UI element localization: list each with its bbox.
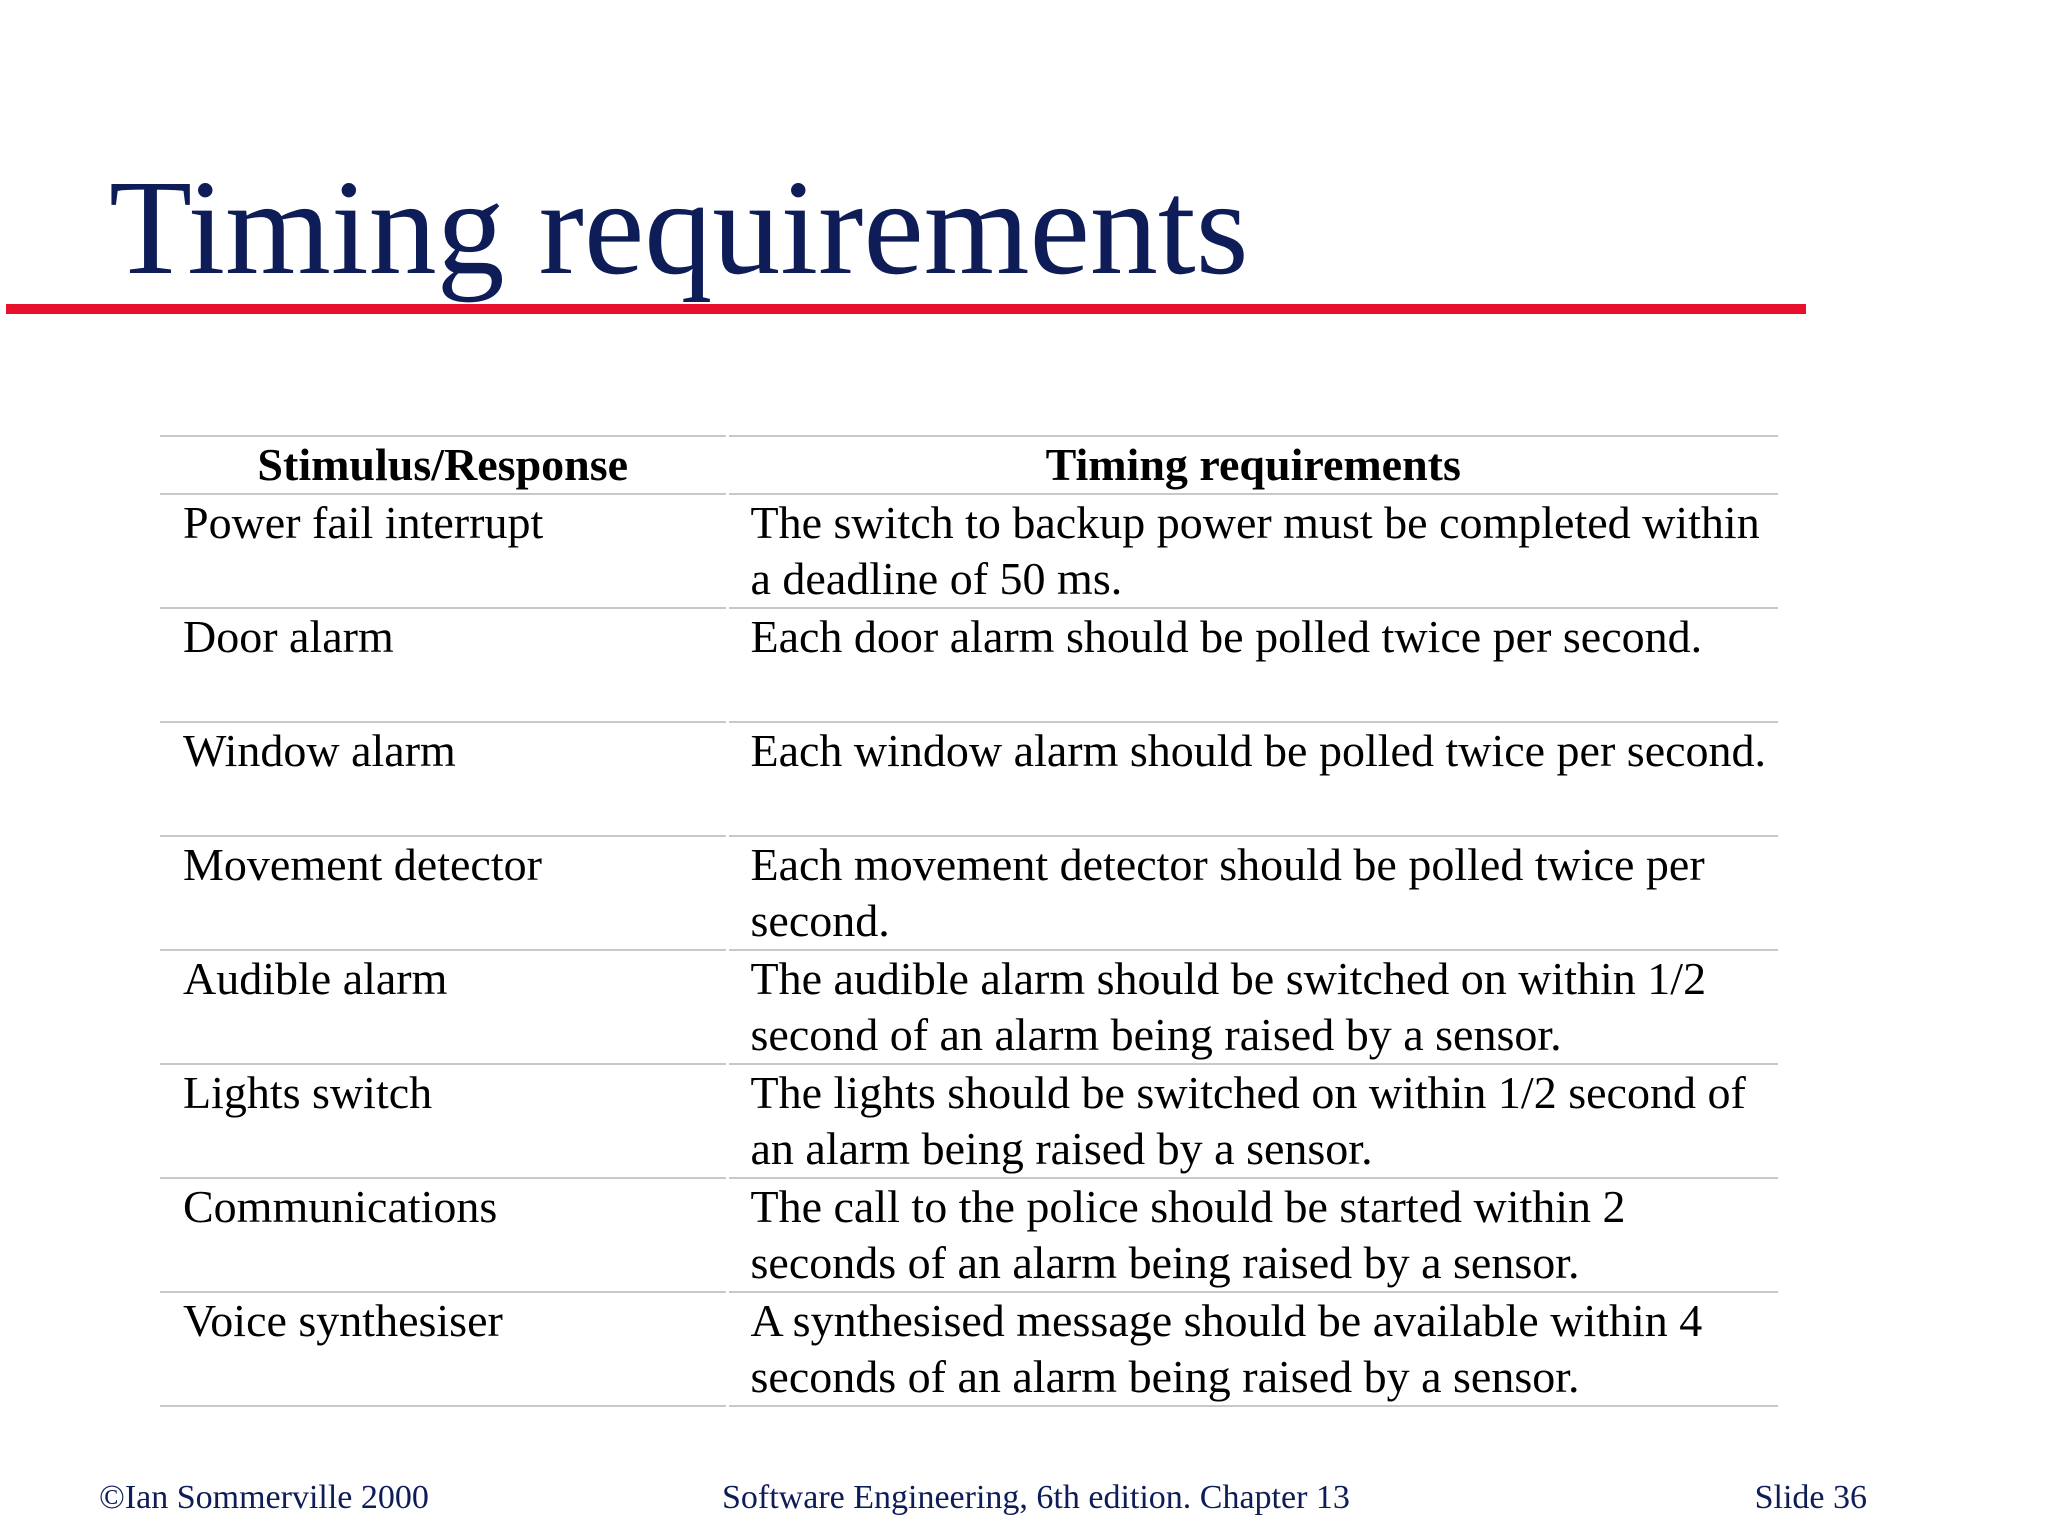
table-header-row (160, 436, 1778, 494)
stimulus-cell: Power fail interrupt (160, 494, 727, 608)
table-row (160, 950, 1778, 1064)
requirement-cell: The lights should be switched on within 1/2 second of an alarm being raised by a sensor. (727, 1064, 1778, 1178)
requirement-cell: The audible alarm should be switched on within 1/2 second of an alarm being raised by a sensor. (727, 950, 1778, 1064)
slide-title: Timing requirements (109, 153, 1249, 303)
requirement-cell: The switch to backup power must be completed within a deadline of 50 ms. (727, 494, 1778, 608)
requirement-cell: The call to the police should be started within 2 seconds of an alarm being raised by a sensor. (727, 1178, 1778, 1292)
stimulus-cell: Door alarm (160, 608, 727, 722)
stimulus-cell: Window alarm (160, 722, 727, 836)
table-row (160, 1178, 1778, 1292)
stimulus-cell: Voice synthesiser (160, 1292, 727, 1406)
title-underline (6, 304, 1806, 314)
stimulus-cell: Movement detector (160, 836, 727, 950)
table-row (160, 1292, 1778, 1406)
table-row (160, 494, 1778, 608)
requirement-cell: Each movement detector should be polled twice per second. (727, 836, 1778, 950)
footer-slide-number: Slide 36 (1754, 1479, 1867, 1516)
table-row (160, 836, 1778, 950)
timing-requirements-table (160, 435, 1778, 1407)
column-header-stimulus: Stimulus/Response (160, 436, 727, 494)
footer-copyright: ©Ian Sommerville 2000 (99, 1479, 429, 1516)
table-row (160, 722, 1778, 836)
table-row (160, 608, 1778, 722)
requirement-cell: Each door alarm should be polled twice per second. (727, 608, 1778, 722)
stimulus-cell: Audible alarm (160, 950, 727, 1064)
table-row (160, 1064, 1778, 1178)
requirement-cell: Each window alarm should be polled twice per second. (727, 722, 1778, 836)
requirement-cell: A synthesised message should be available within 4 seconds of an alarm being raised by a sensor. (727, 1292, 1778, 1406)
footer-book-title: Software Engineering, 6th edition. Chapter 13 (722, 1479, 1350, 1516)
stimulus-cell: Lights switch (160, 1064, 727, 1178)
stimulus-cell: Communications (160, 1178, 727, 1292)
column-header-timing: Timing requirements (727, 436, 1778, 494)
